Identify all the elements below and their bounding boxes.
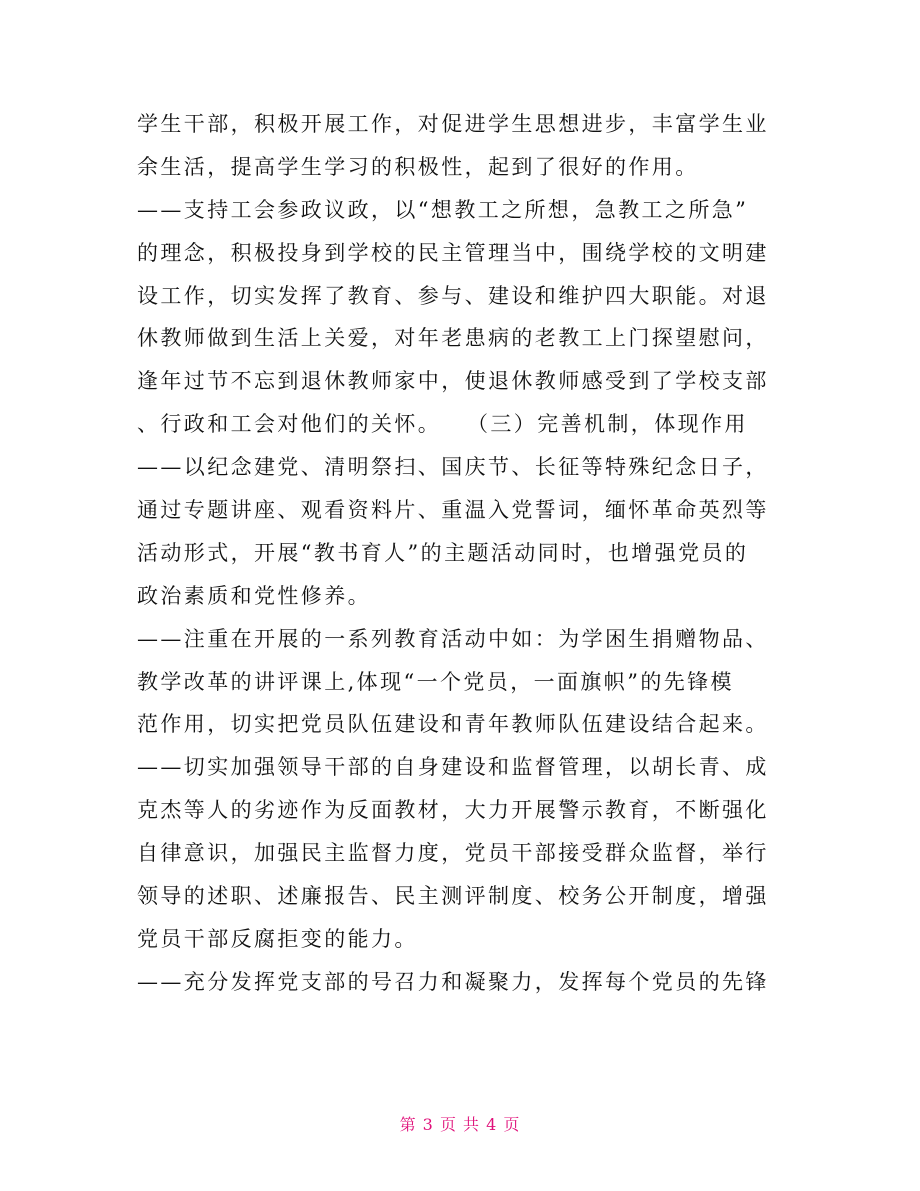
body-line-1: 学生干部，积极开展工作，对促进学生思想进步，丰富学生业 <box>137 112 769 136</box>
body-line-3: ——支持工会参政议政，以“想教工之所想，急教工之所急” <box>137 197 749 222</box>
body-line-13: ——注重在开展的一系列教育活动中如：为学困生捐赠物品、 <box>137 626 769 651</box>
body-line-12: 政治素质和党性修养。 <box>137 583 371 608</box>
document-body <box>137 103 787 1004</box>
body-line-16: ——切实加强领导干部的自身建设和监督管理，以胡长青、成 <box>137 755 769 780</box>
body-line-6: 休教师做到生活上关爱，对年老患病的老教工上门探望慰问， <box>137 326 769 351</box>
body-line-4: 的理念，积极投身到学校的民主管理当中，围绕学校的文明建 <box>137 240 769 265</box>
body-line-20: 党员干部反腐拒变的能力。 <box>137 926 418 951</box>
body-line-2: 余生活，提高学生学习的积极性，起到了很好的作用。 <box>137 154 699 179</box>
body-line-19: 领导的述职、述廉报告、民主测评制度、校务公开制度，增强 <box>137 884 769 909</box>
body-line-17: 克杰等人的劣迹作为反面教材，大力开展警示教育，不断强化 <box>137 798 769 823</box>
body-line-15: 范作用，切实把党员队伍建设和青年教师队伍建设结合起来。 <box>137 712 769 737</box>
body-line-11: 活动形式，开展“教书育人”的主题活动同时，也增强党员的 <box>137 540 749 565</box>
body-line-7: 逢年过节不忘到退休教师家中，使退休教师感受到了学校支部 <box>137 369 769 394</box>
body-line-21: ——充分发挥党支部的号召力和凝聚力，发挥每个党员的先锋 <box>137 969 769 994</box>
body-line-5: 设工作，切实发挥了教育、参与、建设和维护四大职能。对退 <box>137 283 769 308</box>
body-line-10: 通过专题讲座、观看资料片、重温入党誓词，缅怀革命英烈等 <box>137 498 769 523</box>
body-line-18: 自律意识，加强民主监督力度，党员干部接受群众监督，举行 <box>137 841 769 866</box>
body-line-8: 、行政和工会对他们的关怀。 （三）完善机制，体现作用 <box>137 412 748 437</box>
body-line-9: ——以纪念建党、清明祭扫、国庆节、长征等特殊纪念日子， <box>137 455 769 480</box>
body-line-14: 教学改革的讲评课上,体现“一个党员，一面旗帜”的先锋模 <box>137 669 734 694</box>
page-number-footer: 第 3 页 共 4 页 <box>399 1115 521 1134</box>
